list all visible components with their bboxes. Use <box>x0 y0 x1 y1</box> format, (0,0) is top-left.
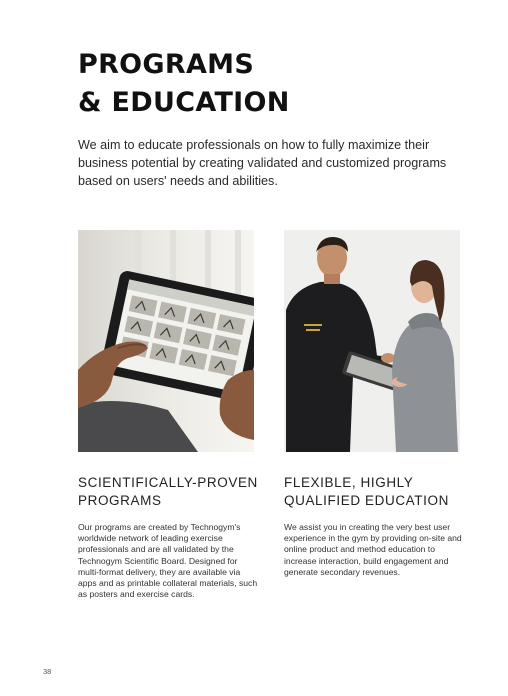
page-title-line-1: PROGRAMS <box>78 49 255 80</box>
column-heading-line-1: FLEXIBLE, HIGHLY <box>284 475 414 490</box>
column-heading-line-2: QUALIFIED EDUCATION <box>284 493 449 508</box>
column-body-education: We assist you in creating the very best user experience in the gym by providing on-site and online product and method education to increase interaction, build engagement and generate secondary revenues. <box>284 522 462 577</box>
column-heading-line-2: PROGRAMS <box>78 493 162 508</box>
trainer-photo <box>284 230 460 452</box>
page-title <box>78 46 290 122</box>
page-title-line-2: & EDUCATION <box>78 87 290 118</box>
column-heading-education <box>284 474 474 510</box>
column-heading-programs <box>78 474 268 510</box>
page-number: 38 <box>43 667 52 676</box>
column-heading-line-1: SCIENTIFICALLY-PROVEN <box>78 475 258 490</box>
column-body-programs: Our programs are created by Technogym's worldwide network of leading exercise professionals and are all validated by the Technogym Scientific Board. Designed for multi-format delivery, they are available via apps and as printable collateral materials, such as posters and exercise cards. <box>78 522 258 600</box>
tablet-photo <box>78 230 254 452</box>
intro-paragraph: We aim to educate professionals on how to fully maximize their business potential by creating validated and customized programs based on users' needs and abilities. <box>78 138 447 188</box>
